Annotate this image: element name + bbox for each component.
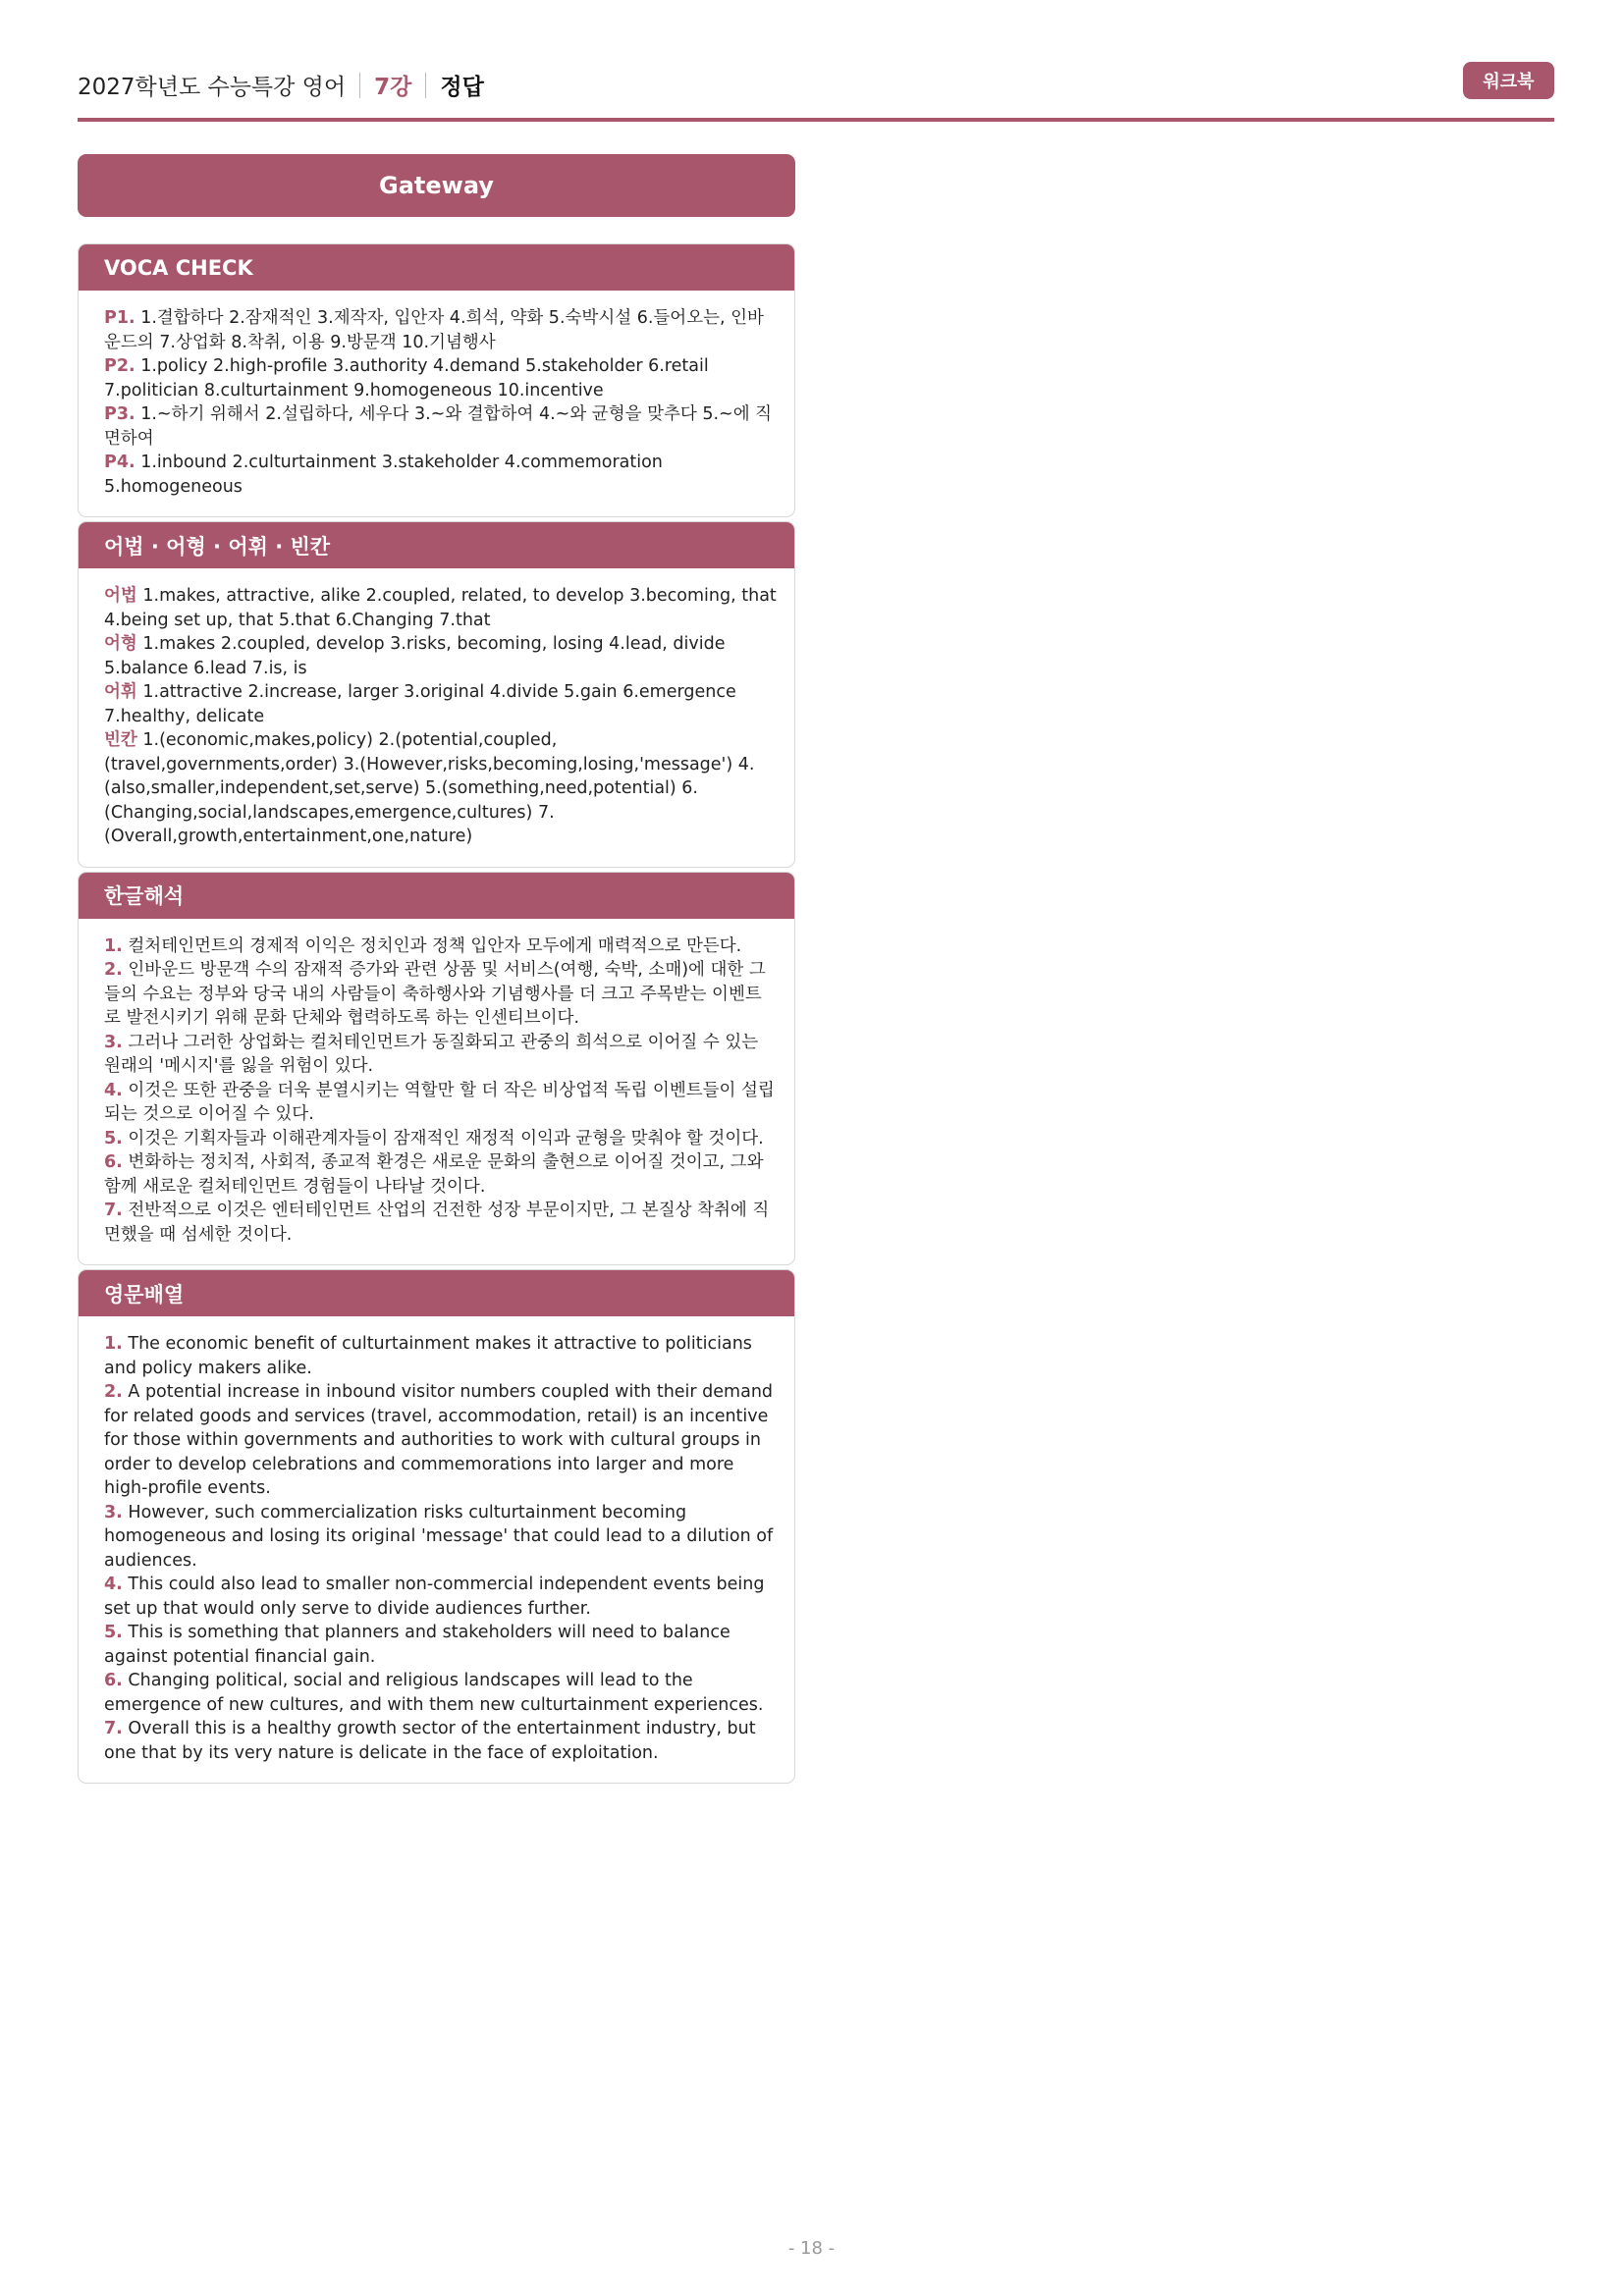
header-divider [359, 73, 360, 98]
sentence-line [104, 1501, 777, 1574]
sentence-line [104, 1573, 777, 1621]
answer-line [104, 451, 777, 499]
page-header [78, 61, 1554, 122]
book-title: 2027학년도 수능특강 영어 [78, 75, 347, 100]
sentence-text: However, such commercialization risks culturtainment becoming homogeneous and losing its original 'message' that could lead to a dilution of audiences. [104, 1502, 774, 1571]
gateway-title: Gateway [78, 154, 795, 217]
answer-label: 어형 [104, 634, 137, 654]
section-heading: VOCA CHECK [79, 244, 794, 291]
section-heading: 한글해석 [79, 873, 794, 919]
sentence-text: A potential increase in inbound visitor numbers coupled with their demand for related goods and services (travel, accommodation, retail) is an incentive for those within governments and authorities to work with cultural groups in order to develop celebrations and commemorations into larger and more high-profile events. [104, 1382, 774, 1498]
translation-line [104, 1079, 777, 1127]
sentence-number: 7. [104, 1201, 123, 1220]
answer-label: P2. [104, 356, 135, 376]
header-divider [425, 73, 426, 98]
section-heading: 어법 · 어형 · 어휘 · 빈칸 [79, 522, 794, 568]
answer-line [104, 728, 777, 849]
section-body [79, 1316, 794, 1783]
translation-text: 이것은 또한 관중을 더욱 분열시키는 역할만 할 더 작은 비상업적 독립 이벤트들이 설립되는 것으로 이어질 수 있다. [104, 1080, 775, 1124]
answer-line [104, 584, 777, 632]
sentence-number: 6. [104, 1671, 123, 1690]
answer-line [104, 402, 777, 451]
sentence-number: 2. [104, 960, 123, 980]
answer-text: 1.(economic,makes,policy) 2.(potential,coupled, (travel,governments,order) 3.(However,risks,becoming,losing,'message') 4.(also,smaller,independent,set,serve) 5.(something,need,potential) 6.(Changing,social,landscapes,emergence,cultures) 7.(Overall,growth,entertainment,one,nature) [104, 730, 755, 846]
voca-check-section [78, 243, 795, 517]
answer-label: 빈칸 [104, 730, 137, 750]
answer-label: 어휘 [104, 682, 137, 702]
sentence-number: 1. [104, 1334, 123, 1354]
answer-label: 어법 [104, 586, 137, 606]
answer-text: 1.결합하다 2.잠재적인 3.제작자, 입안자 4.희석, 약화 5.숙박시설 6.들어오는, 인바운드의 7.상업화 8.착취, 이용 9.방문객 10.기념행사 [104, 308, 764, 352]
answer-label: P3. [104, 404, 135, 424]
sentence-text: Changing political, social and religious landscapes will lead to the emergence of new cultures, and with them new culturtainment experiences. [104, 1671, 764, 1715]
answer-text: 1.policy 2.high-profile 3.authority 4.demand 5.stakeholder 6.retail 7.politician 8.culturtainment 9.homogeneous 10.incentive [104, 356, 709, 400]
section-heading: 영문배열 [79, 1270, 794, 1316]
sentence-number: 4. [104, 1575, 123, 1594]
sentence-line [104, 1380, 777, 1501]
answer-label: 정답 [440, 75, 484, 100]
sentence-text: The economic benefit of culturtainment makes it attractive to politicians and policy makers alike. [104, 1334, 752, 1378]
sentence-line [104, 1621, 777, 1669]
answer-column [78, 154, 795, 1788]
translation-line [104, 1199, 777, 1247]
translation-line [104, 1127, 777, 1151]
sentence-line [104, 1669, 777, 1717]
answer-line [104, 354, 777, 402]
translation-text: 전반적으로 이것은 엔터테인먼트 산업의 건전한 성장 부문이지만, 그 본질상 착취에 직면했을 때 섬세한 것이다. [104, 1201, 770, 1245]
answer-text: 1.attractive 2.increase, larger 3.original 4.divide 5.gain 6.emergence 7.healthy, delicate [104, 682, 736, 726]
sentence-number: 6. [104, 1152, 123, 1172]
translation-line [104, 1031, 777, 1079]
answer-label: P4. [104, 453, 135, 472]
translation-text: 이것은 기획자들과 이해관계자들이 잠재적인 재정적 이익과 균형을 맞춰야 할 것이다. [128, 1128, 764, 1148]
answer-line [104, 680, 777, 728]
translation-text: 변화하는 정치적, 사회적, 종교적 환경은 새로운 문화의 출현으로 이어질 것이고, 그와 함께 새로운 컬처테인먼트 경험들이 나타날 것이다. [104, 1152, 764, 1197]
sentence-number: 4. [104, 1080, 123, 1100]
translation-text: 인바운드 방문객 수의 잠재적 증가와 관련 상품 및 서비스(여행, 숙박, 소매)에 대한 그들의 수요는 정부와 당국 내의 사람들이 축하행사와 기념행사를 더 크고 주목받는 이벤트로 발전시키기 위해 문화 단체와 협력하도록 하는 인센티브이다. [104, 960, 766, 1028]
sentence-number: 7. [104, 1719, 123, 1738]
section-body [79, 291, 794, 516]
sentence-line [104, 1717, 777, 1765]
answer-text: 1.makes 2.coupled, develop 3.risks, becoming, losing 4.lead, divide 5.balance 6.lead 7.is, is [104, 634, 726, 678]
translation-line [104, 958, 777, 1031]
header-title-group [78, 69, 484, 101]
section-body [79, 919, 794, 1265]
sentence-text: Overall this is a healthy growth sector of the entertainment industry, but one that by its very nature is delicate in the face of exploitation. [104, 1719, 756, 1763]
grammar-vocab-blank-section [78, 521, 795, 868]
english-arrangement-section [78, 1269, 795, 1784]
answer-line [104, 306, 777, 354]
translation-text: 그러나 그러한 상업화는 컬처테인먼트가 동질화되고 관중의 희석으로 이어질 수 있는 원래의 '메시지'를 잃을 위험이 있다. [104, 1032, 759, 1076]
chapter-label: 7강 [374, 75, 412, 100]
answer-line [104, 632, 777, 680]
workbook-badge: 워크북 [1463, 62, 1554, 99]
answer-label: P1. [104, 308, 135, 328]
translation-line [104, 934, 777, 959]
answer-text: 1.inbound 2.culturtainment 3.stakeholder 4.commemoration 5.homogeneous [104, 453, 663, 497]
sentence-line [104, 1332, 777, 1380]
translation-text: 컬처테인먼트의 경제적 이익은 정치인과 정책 입안자 모두에게 매력적으로 만든다. [128, 935, 742, 956]
sentence-number: 3. [104, 1502, 123, 1522]
korean-translation-section [78, 872, 795, 1266]
answer-text: 1.~하기 위해서 2.설립하다, 세우다 3.~와 결합하여 4.~와 균형을 맞추다 5.~에 직면하여 [104, 404, 773, 449]
sentence-number: 5. [104, 1128, 123, 1148]
sentence-number: 1. [104, 935, 123, 956]
answer-text: 1.makes, attractive, alike 2.coupled, related, to develop 3.becoming, that 4.being set up, that 5.that 6.Changing 7.that [104, 586, 777, 630]
sentence-number: 5. [104, 1623, 123, 1642]
page-number: - 18 - [787, 2238, 836, 2259]
sentence-number: 2. [104, 1382, 123, 1402]
sentence-number: 3. [104, 1032, 123, 1052]
translation-line [104, 1150, 777, 1199]
section-body [79, 568, 794, 867]
sentence-text: This could also lead to smaller non-commercial independent events being set up that would only serve to divide audiences further. [104, 1575, 765, 1619]
sentence-text: This is something that planners and stakeholders will need to balance against potential financial gain. [104, 1623, 730, 1667]
